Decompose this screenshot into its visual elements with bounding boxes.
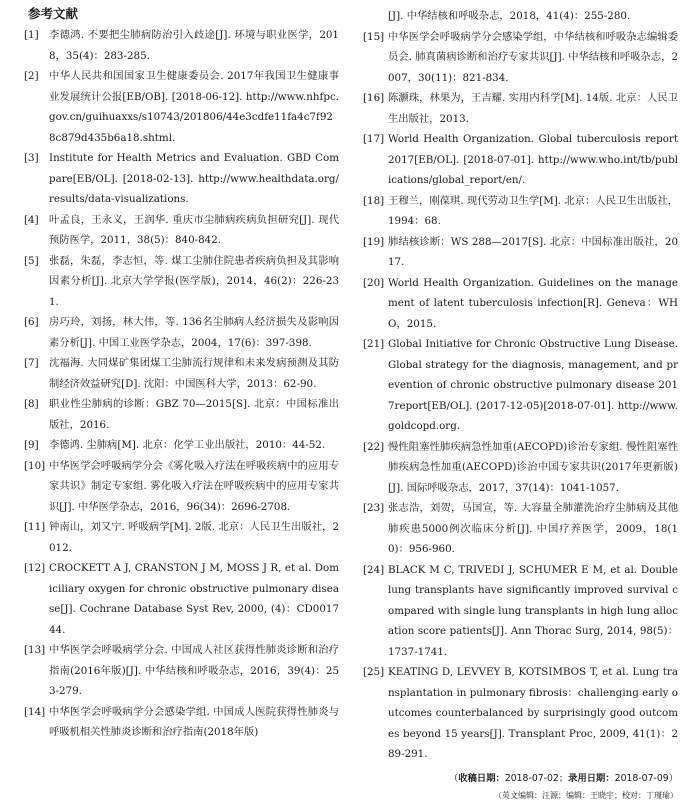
reference-text: 中华医学会呼吸病学分会感染学组，中华结核和呼吸杂志编辑委员会. 肺真菌病诊断和治疗专家共识[J]. 中华结核和呼吸杂志，2007，30(11)：821-834.: [388, 30, 678, 84]
reference-number: [23]: [363, 502, 385, 514]
reference-number: [10]: [24, 459, 46, 472]
reference-15: [363, 27, 678, 89]
reference-text: 张磊，朱磊，李志恒，等. 煤工尘肺住院患者疾病负担及其影响因素分析[J]. 北京大学学报(医学版)，2014，46(2)：226-231.: [49, 254, 339, 308]
reference-text: 张志浩，刘贺，马国宣，等. 大容量全肺灌洗治疗尘肺病及其他肺疾患5000例次临床分析[J]. 中国疗养医学，2009，18(10)：956-960.: [388, 502, 678, 555]
reference-number: [20]: [363, 276, 385, 289]
reference-number: [22]: [363, 440, 385, 453]
article-dates: （收稿日期：2018-07-02；录用日期：2018-07-09）: [449, 772, 678, 784]
reference-number: [25]: [363, 666, 385, 678]
reference-3: [24, 148, 339, 210]
reference-text: 叶孟良，王永义，王润华. 重庆市尘肺病疾病负担研究[J]. 现代预防医学，2011，38(5)：840-842.: [49, 213, 339, 246]
reference-24: [363, 560, 678, 663]
reference-number: [11]: [24, 521, 46, 533]
reference-text: World Health Organization. Guidelines on the management of latent tuberculosis infection[R]. Geneva：WHO，2015.: [388, 276, 678, 330]
references-heading: 参考文献: [28, 6, 79, 21]
reference-number: [24]: [363, 563, 385, 576]
reference-text: 李德鸿. 不要把尘肺病防治引入歧途[J]. 环境与职业医学，2018，35(4)：283-285.: [49, 29, 339, 62]
reference-number: [19]: [363, 235, 385, 248]
reference-text: 中华医学会呼吸病学分会感染学组. 中国成人医院获得性肺炎与呼吸机相关性肺炎诊断和治疗指南(2018年版): [49, 705, 339, 738]
reference-13: [24, 640, 339, 702]
reference-number: [12]: [24, 562, 46, 574]
reference-text: 房巧玲，刘扬，林大伟，等. 136名尘肺病人经济损失及影响因素分析[J]. 中国工业医学杂志，2004，17(6)：397-398.: [49, 316, 339, 349]
reference-number: [18]: [363, 194, 385, 207]
reference-text: 钟南山，刘又宁. 呼吸病学[M]. 2版. 北京：人民卫生出版社，2012.: [49, 521, 339, 554]
reference-text: Global Initiative for Chronic Obstructive Lung Disease. Global strategy for the diagnosis, management, and prevention of chronic obstructive pulmonary disease 2017report[EB/OL]. (2017-12-05)[2018-07-01]. http://www.goldcopd.org.: [388, 338, 678, 432]
reference-25: [363, 662, 678, 765]
reference-number: [5]: [24, 254, 39, 267]
reference-text: Institute for Health Metrics and Evaluation. GBD Compare[EB/OL]. [2018-02-13]. http://www.healthdata.org/results/data-visualizations.: [49, 152, 339, 205]
reference-number: [2]: [24, 70, 39, 82]
reference-text: CROCKETT A J, CRANSTON J M, MOSS J R, et al. Domiciliary oxygen for chronic obstructive pulmonary disease[J]. Cochrane Database Syst Rev, 2000, (4)：CD001744.: [49, 562, 339, 636]
reference-7: [24, 353, 339, 394]
reference-number: [6]: [24, 316, 39, 328]
reference-text: World Health Organization. Global tuberculosis report 2017[EB/OL]. [2018-07-01]. http://www.who.int/tb/publications/global_report/en/.: [388, 133, 678, 186]
received-date: 2018-07-02: [504, 772, 559, 784]
reference-text: KEATING D, LEVVEY B, KOTSIMBOS T, et al. Lung transplantation in pulmonary fibrosis：challenging early outcomes counterbalanced by surprisingly good outcomes beyond 15 years[J]. Transplant Proc, 2009, 41(1)：289-291.: [388, 666, 678, 760]
accepted-date: 2018-07-09: [614, 772, 669, 784]
reference-text: 沈福海. 大同煤矿集团煤工尘肺流行规律和未来发病预测及其防制经济效益研究[D]. 沈阳：中国医科大学，2013：62-90.: [49, 357, 339, 390]
reference-number: [4]: [24, 213, 39, 226]
reference-number: [3]: [24, 152, 39, 164]
reference-14-continuation: [J]. 中华结核和呼吸杂志，2018，41(4)：255-280.: [388, 10, 631, 22]
reference-1: [24, 25, 339, 66]
reference-23: [363, 498, 678, 560]
reference-11: [24, 517, 339, 558]
reference-14: [24, 702, 339, 743]
reference-number: [8]: [24, 398, 39, 410]
reference-text: 李德鸿. 尘肺病[M]. 北京：化学工业出版社，2010：44-52.: [49, 439, 326, 451]
reference-20: [363, 273, 678, 335]
reference-9: [24, 435, 339, 456]
reference-18: [363, 191, 678, 232]
reference-6: [24, 312, 339, 353]
reference-number: [14]: [24, 705, 46, 718]
right-column: [363, 6, 678, 802]
received-label: 收稿日期：: [458, 772, 505, 784]
reference-number: [13]: [24, 644, 46, 656]
reference-21: [363, 334, 678, 437]
reference-4: [24, 210, 339, 251]
reference-number: [9]: [24, 439, 39, 451]
reference-16: [363, 88, 678, 129]
left-column: [24, 6, 339, 802]
reference-text: 中华人民共和国国家卫生健康委员会. 2017年我国卫生健康事业发展统计公报[EB/OB]. [2018-06-12]. http://www.nhfpc.gov.cn/guihuaxxs/s10743/201806/44e3cdfe11fa4c7f928c879d435b6a18.shtml.: [49, 70, 339, 144]
reference-number: [7]: [24, 357, 39, 369]
reference-text: 中华医学会呼吸病学分会. 中国成人社区获得性肺炎诊断和治疗指南(2016年版)[J]. 中华结核和呼吸杂志，2016，39(4)：253-279.: [49, 644, 339, 697]
accepted-label: 录用日期：: [568, 772, 615, 784]
reference-text: BLACK M C, TRIVEDI J, SCHUMER E M, et al. Double lung transplants have significantly improved survival compared with single lung transplants in high lung allocation score patients[J]. Ann Thorac Surg, 2014, 98(5)：1737-1741.: [388, 563, 678, 658]
reference-22: [363, 437, 678, 499]
reference-5: [24, 251, 339, 313]
editor-credits: （英文编辑：汪源；编辑：王晓宇；校对：丁瑾瑜）: [494, 790, 678, 800]
reference-8: [24, 394, 339, 435]
reference-text: 职业性尘肺病的诊断：GBZ 70—2015[S]. 北京：中国标准出版社，2016.: [49, 398, 339, 431]
reference-19: [363, 232, 678, 273]
reference-17: [363, 129, 678, 191]
reference-2: [24, 66, 339, 148]
reference-number: [15]: [363, 30, 385, 43]
reference-number: [21]: [363, 338, 385, 350]
reference-text: 中华医学会呼吸病学分会《雾化吸入疗法在呼吸疾病中的应用专家共识》制定专家组. 雾化吸入疗法在呼吸疾病中的应用专家共识[J]. 中华医学杂志，2016，96(34)：2696-2708.: [49, 459, 339, 513]
reference-10: [24, 456, 339, 518]
reference-number: [1]: [24, 29, 39, 41]
reference-text: 肺结核诊断：WS 288—2017[S]. 北京：中国标准出版社，2017.: [388, 235, 678, 268]
reference-text: 王穆兰，刚葆琪. 现代劳动卫生学[M]. 北京：人民卫生出版社，1994：68.: [388, 194, 678, 227]
reference-number: [16]: [363, 92, 385, 104]
reference-text: 慢性阻塞性肺疾病急性加重(AECOPD)诊治专家组. 慢性阻塞性肺疾病急性加重(AECOPD)诊治中国专家共识(2017年更新版)[J]. 国际呼吸杂志，2017，37(14)：1041-1057.: [388, 440, 678, 494]
reference-number: [17]: [363, 133, 385, 145]
reference-12: [24, 558, 339, 640]
reference-text: 陈灏珠，林果为，王吉耀. 实用内科学[M]. 14版. 北京：人民卫生出版社，2013.: [388, 92, 678, 125]
